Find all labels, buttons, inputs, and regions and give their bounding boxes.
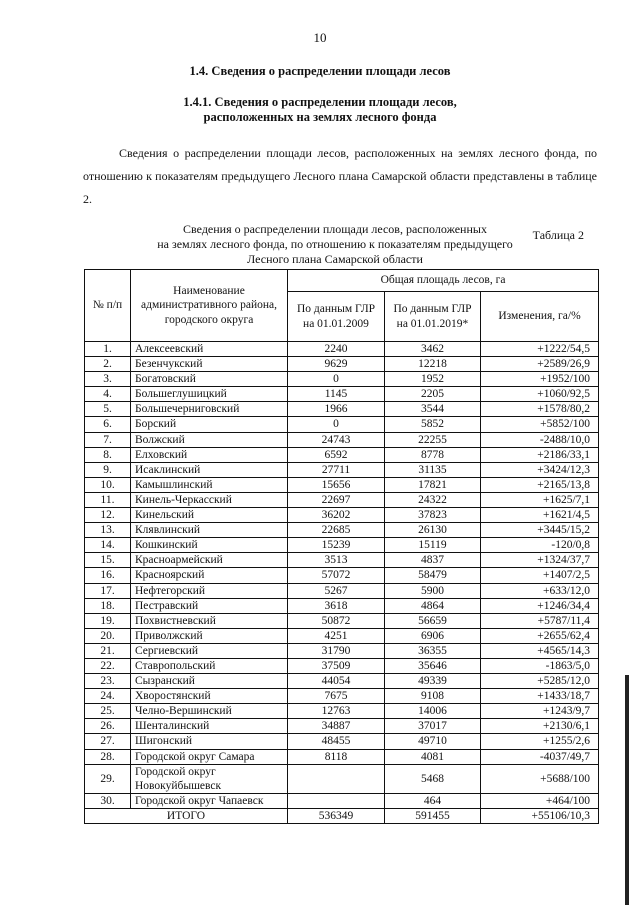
table-row [85, 749, 599, 764]
table-row [85, 387, 599, 402]
subsection-title [0, 95, 640, 125]
row-num: 28. [85, 749, 131, 764]
row-num: 2. [85, 357, 131, 372]
table-row [85, 553, 599, 568]
row-area-2009: 8118 [288, 749, 385, 764]
row-area-2009: 2240 [288, 342, 385, 357]
table-row [85, 719, 599, 734]
row-name: Похвистневский [131, 613, 288, 628]
table-row [85, 613, 599, 628]
total-change: +55106/10,3 [481, 808, 599, 823]
row-num: 3. [85, 372, 131, 387]
row-change: +1324/37,7 [481, 553, 599, 568]
row-area-2019: 5900 [385, 583, 481, 598]
table-row [85, 447, 599, 462]
row-area-2009 [288, 764, 385, 793]
table-row [85, 583, 599, 598]
row-area-2009: 57072 [288, 568, 385, 583]
row-name: Пестравский [131, 598, 288, 613]
row-area-2019: 3544 [385, 402, 481, 417]
row-name: Сызранский [131, 674, 288, 689]
row-area-2009: 3513 [288, 553, 385, 568]
row-change: +2165/13,8 [481, 477, 599, 492]
row-name: Кинельский [131, 508, 288, 523]
row-name: Приволжский [131, 628, 288, 643]
table-row [85, 357, 599, 372]
row-change: +2130/6,1 [481, 719, 599, 734]
row-area-2019: 9108 [385, 689, 481, 704]
row-change: +464/100 [481, 793, 599, 808]
row-num: 10. [85, 477, 131, 492]
row-name: Городской округ Новокуйбышевск [131, 764, 288, 793]
row-area-2019: 1952 [385, 372, 481, 387]
row-num: 25. [85, 704, 131, 719]
row-change: -2488/10,0 [481, 432, 599, 447]
row-change: +3445/15,2 [481, 523, 599, 538]
table-row [85, 568, 599, 583]
row-area-2019: 58479 [385, 568, 481, 583]
table-row [85, 492, 599, 507]
table-row [85, 477, 599, 492]
table-row [85, 462, 599, 477]
row-change: +1621/4,5 [481, 508, 599, 523]
row-name: Красноармейский [131, 553, 288, 568]
row-area-2009: 22685 [288, 523, 385, 538]
row-num: 29. [85, 764, 131, 793]
row-area-2019: 15119 [385, 538, 481, 553]
row-name: Елховский [131, 447, 288, 462]
row-area-2019: 4864 [385, 598, 481, 613]
row-change: -120/0,8 [481, 538, 599, 553]
row-area-2009: 5267 [288, 583, 385, 598]
row-area-2019: 22255 [385, 432, 481, 447]
row-change: +5285/12,0 [481, 674, 599, 689]
row-num: 1. [85, 342, 131, 357]
table-caption-line3: Лесного плана Самарской области [247, 252, 423, 266]
row-area-2009: 37509 [288, 658, 385, 673]
row-name: Борский [131, 417, 288, 432]
table-label: Таблица 2 [532, 228, 584, 242]
scan-edge-line [625, 675, 629, 905]
row-num: 5. [85, 402, 131, 417]
row-area-2019: 12218 [385, 357, 481, 372]
row-change: +633/12,0 [481, 583, 599, 598]
row-num: 22. [85, 658, 131, 673]
table-row [85, 793, 599, 808]
row-name: Челно-Вершинский [131, 704, 288, 719]
row-area-2009: 12763 [288, 704, 385, 719]
table-row [85, 643, 599, 658]
row-change: +5688/100 [481, 764, 599, 793]
section-title: 1.4. Сведения о распределении площади лесов [189, 64, 451, 78]
intro-paragraph [83, 142, 597, 211]
row-area-2019: 4081 [385, 749, 481, 764]
row-name: Ставропольский [131, 658, 288, 673]
row-area-2019: 464 [385, 793, 481, 808]
row-change: +5787/11,4 [481, 613, 599, 628]
row-area-2009: 7675 [288, 689, 385, 704]
row-name: Большеглушицкий [131, 387, 288, 402]
table-row [85, 372, 599, 387]
row-area-2009: 15656 [288, 477, 385, 492]
row-num: 8. [85, 447, 131, 462]
row-num: 15. [85, 553, 131, 568]
row-area-2009: 24743 [288, 432, 385, 447]
row-change: +3424/12,3 [481, 462, 599, 477]
row-area-2019: 5852 [385, 417, 481, 432]
row-area-2019: 36355 [385, 643, 481, 658]
row-area-2009 [288, 793, 385, 808]
row-change: +1246/34,4 [481, 598, 599, 613]
row-area-2019: 49710 [385, 734, 481, 749]
row-area-2019: 49339 [385, 674, 481, 689]
row-change: +1060/92,5 [481, 387, 599, 402]
row-num: 6. [85, 417, 131, 432]
table-row [85, 538, 599, 553]
header-name: Наименование административного района, городского округа [131, 270, 288, 342]
row-area-2019: 2205 [385, 387, 481, 402]
table-row [85, 598, 599, 613]
row-area-2009: 0 [288, 417, 385, 432]
row-area-2009: 15239 [288, 538, 385, 553]
row-num: 21. [85, 643, 131, 658]
row-name: Шенталинский [131, 719, 288, 734]
total-area-2009: 536349 [288, 808, 385, 823]
header-num: № п/п [85, 270, 131, 342]
row-num: 7. [85, 432, 131, 447]
table-row [85, 704, 599, 719]
row-area-2019: 56659 [385, 613, 481, 628]
row-change: +2186/33,1 [481, 447, 599, 462]
row-area-2009: 36202 [288, 508, 385, 523]
table-row [85, 508, 599, 523]
row-change: +1243/9,7 [481, 704, 599, 719]
table-caption-line1: Сведения о распределении площади лесов, расположенных [183, 222, 487, 236]
row-area-2019: 6906 [385, 628, 481, 643]
page-number: 10 [313, 30, 327, 45]
row-change: +1952/100 [481, 372, 599, 387]
row-num: 11. [85, 492, 131, 507]
intro-paragraph-text: Сведения о распределении площади лесов, расположенных на землях лесного фонда, по отношению к показателям предыдущего Лесного плана Самарской области представлены в таблице 2. [83, 146, 597, 206]
row-name: Сергиевский [131, 643, 288, 658]
row-num: 17. [85, 583, 131, 598]
row-name: Волжский [131, 432, 288, 447]
subsection-title-line2: расположенных на землях лесного фонда [203, 110, 437, 124]
row-area-2009: 9629 [288, 357, 385, 372]
table-caption-line2: на землях лесного фонда, по отношению к показателям предыдущего [157, 237, 513, 251]
row-num: 30. [85, 793, 131, 808]
row-change: +2589/26,9 [481, 357, 599, 372]
row-num: 20. [85, 628, 131, 643]
table-row [85, 674, 599, 689]
row-num: 16. [85, 568, 131, 583]
row-num: 24. [85, 689, 131, 704]
table-row [85, 628, 599, 643]
row-num: 13. [85, 523, 131, 538]
row-num: 19. [85, 613, 131, 628]
row-area-2009: 6592 [288, 447, 385, 462]
row-name: Безенчукский [131, 357, 288, 372]
row-change: +1255/2,6 [481, 734, 599, 749]
row-area-2009: 44054 [288, 674, 385, 689]
total-area-2019: 591455 [385, 808, 481, 823]
row-area-2009: 22697 [288, 492, 385, 507]
row-num: 18. [85, 598, 131, 613]
row-name: Клявлинский [131, 523, 288, 538]
header-total-area: Общая площадь лесов, га [288, 270, 599, 292]
row-area-2009: 50872 [288, 613, 385, 628]
row-area-2019: 14006 [385, 704, 481, 719]
table-row [85, 342, 599, 357]
row-change: +5852/100 [481, 417, 599, 432]
table-row [85, 417, 599, 432]
forest-area-table [84, 269, 599, 824]
table-row [85, 764, 599, 793]
row-num: 23. [85, 674, 131, 689]
row-area-2019: 35646 [385, 658, 481, 673]
row-name: Городской округ Чапаевск [131, 793, 288, 808]
row-area-2009: 4251 [288, 628, 385, 643]
row-area-2009: 31790 [288, 643, 385, 658]
row-num: 26. [85, 719, 131, 734]
row-name: Нефтегорский [131, 583, 288, 598]
header-change: Изменения, га/% [481, 292, 599, 342]
total-label: ИТОГО [85, 808, 288, 823]
table-body [85, 342, 599, 824]
row-name: Исаклинский [131, 462, 288, 477]
table-row [85, 734, 599, 749]
row-area-2019: 3462 [385, 342, 481, 357]
row-area-2009: 3618 [288, 598, 385, 613]
row-area-2019: 17821 [385, 477, 481, 492]
row-change: +1222/54,5 [481, 342, 599, 357]
row-name: Богатовский [131, 372, 288, 387]
row-num: 9. [85, 462, 131, 477]
row-area-2019: 5468 [385, 764, 481, 793]
row-name: Городской округ Самара [131, 749, 288, 764]
row-area-2019: 31135 [385, 462, 481, 477]
row-change: +1407/2,5 [481, 568, 599, 583]
header-glr-2019: По данным ГЛР на 01.01.2019* [385, 292, 481, 342]
row-name: Шигонский [131, 734, 288, 749]
row-change: -1863/5,0 [481, 658, 599, 673]
row-area-2009: 48455 [288, 734, 385, 749]
table-row [85, 658, 599, 673]
row-num: 4. [85, 387, 131, 402]
row-change: +4565/14,3 [481, 643, 599, 658]
table-total-row [85, 808, 599, 823]
row-name: Алексеевский [131, 342, 288, 357]
row-area-2019: 8778 [385, 447, 481, 462]
row-area-2009: 0 [288, 372, 385, 387]
row-name: Камышлинский [131, 477, 288, 492]
row-name: Большечерниговский [131, 402, 288, 417]
row-name: Кинель-Черкасский [131, 492, 288, 507]
row-area-2019: 37823 [385, 508, 481, 523]
row-name: Красноярский [131, 568, 288, 583]
table-row [85, 523, 599, 538]
row-num: 12. [85, 508, 131, 523]
row-change: +2655/62,4 [481, 628, 599, 643]
header-glr-2009: По данным ГЛР на 01.01.2009 [288, 292, 385, 342]
row-change: +1578/80,2 [481, 402, 599, 417]
row-area-2009: 1966 [288, 402, 385, 417]
row-area-2019: 37017 [385, 719, 481, 734]
row-change: -4037/49,7 [481, 749, 599, 764]
row-area-2009: 27711 [288, 462, 385, 477]
row-area-2019: 26130 [385, 523, 481, 538]
table-caption [120, 222, 550, 267]
row-change: +1433/18,7 [481, 689, 599, 704]
row-num: 14. [85, 538, 131, 553]
row-area-2009: 1145 [288, 387, 385, 402]
table-row [85, 432, 599, 447]
table-row [85, 402, 599, 417]
row-change: +1625/7,1 [481, 492, 599, 507]
table-row [85, 689, 599, 704]
row-area-2019: 4837 [385, 553, 481, 568]
row-area-2019: 24322 [385, 492, 481, 507]
row-name: Кошкинский [131, 538, 288, 553]
row-num: 27. [85, 734, 131, 749]
subsection-title-line1: 1.4.1. Сведения о распределении площади лесов, [183, 95, 457, 109]
row-name: Хворостянский [131, 689, 288, 704]
row-area-2009: 34887 [288, 719, 385, 734]
